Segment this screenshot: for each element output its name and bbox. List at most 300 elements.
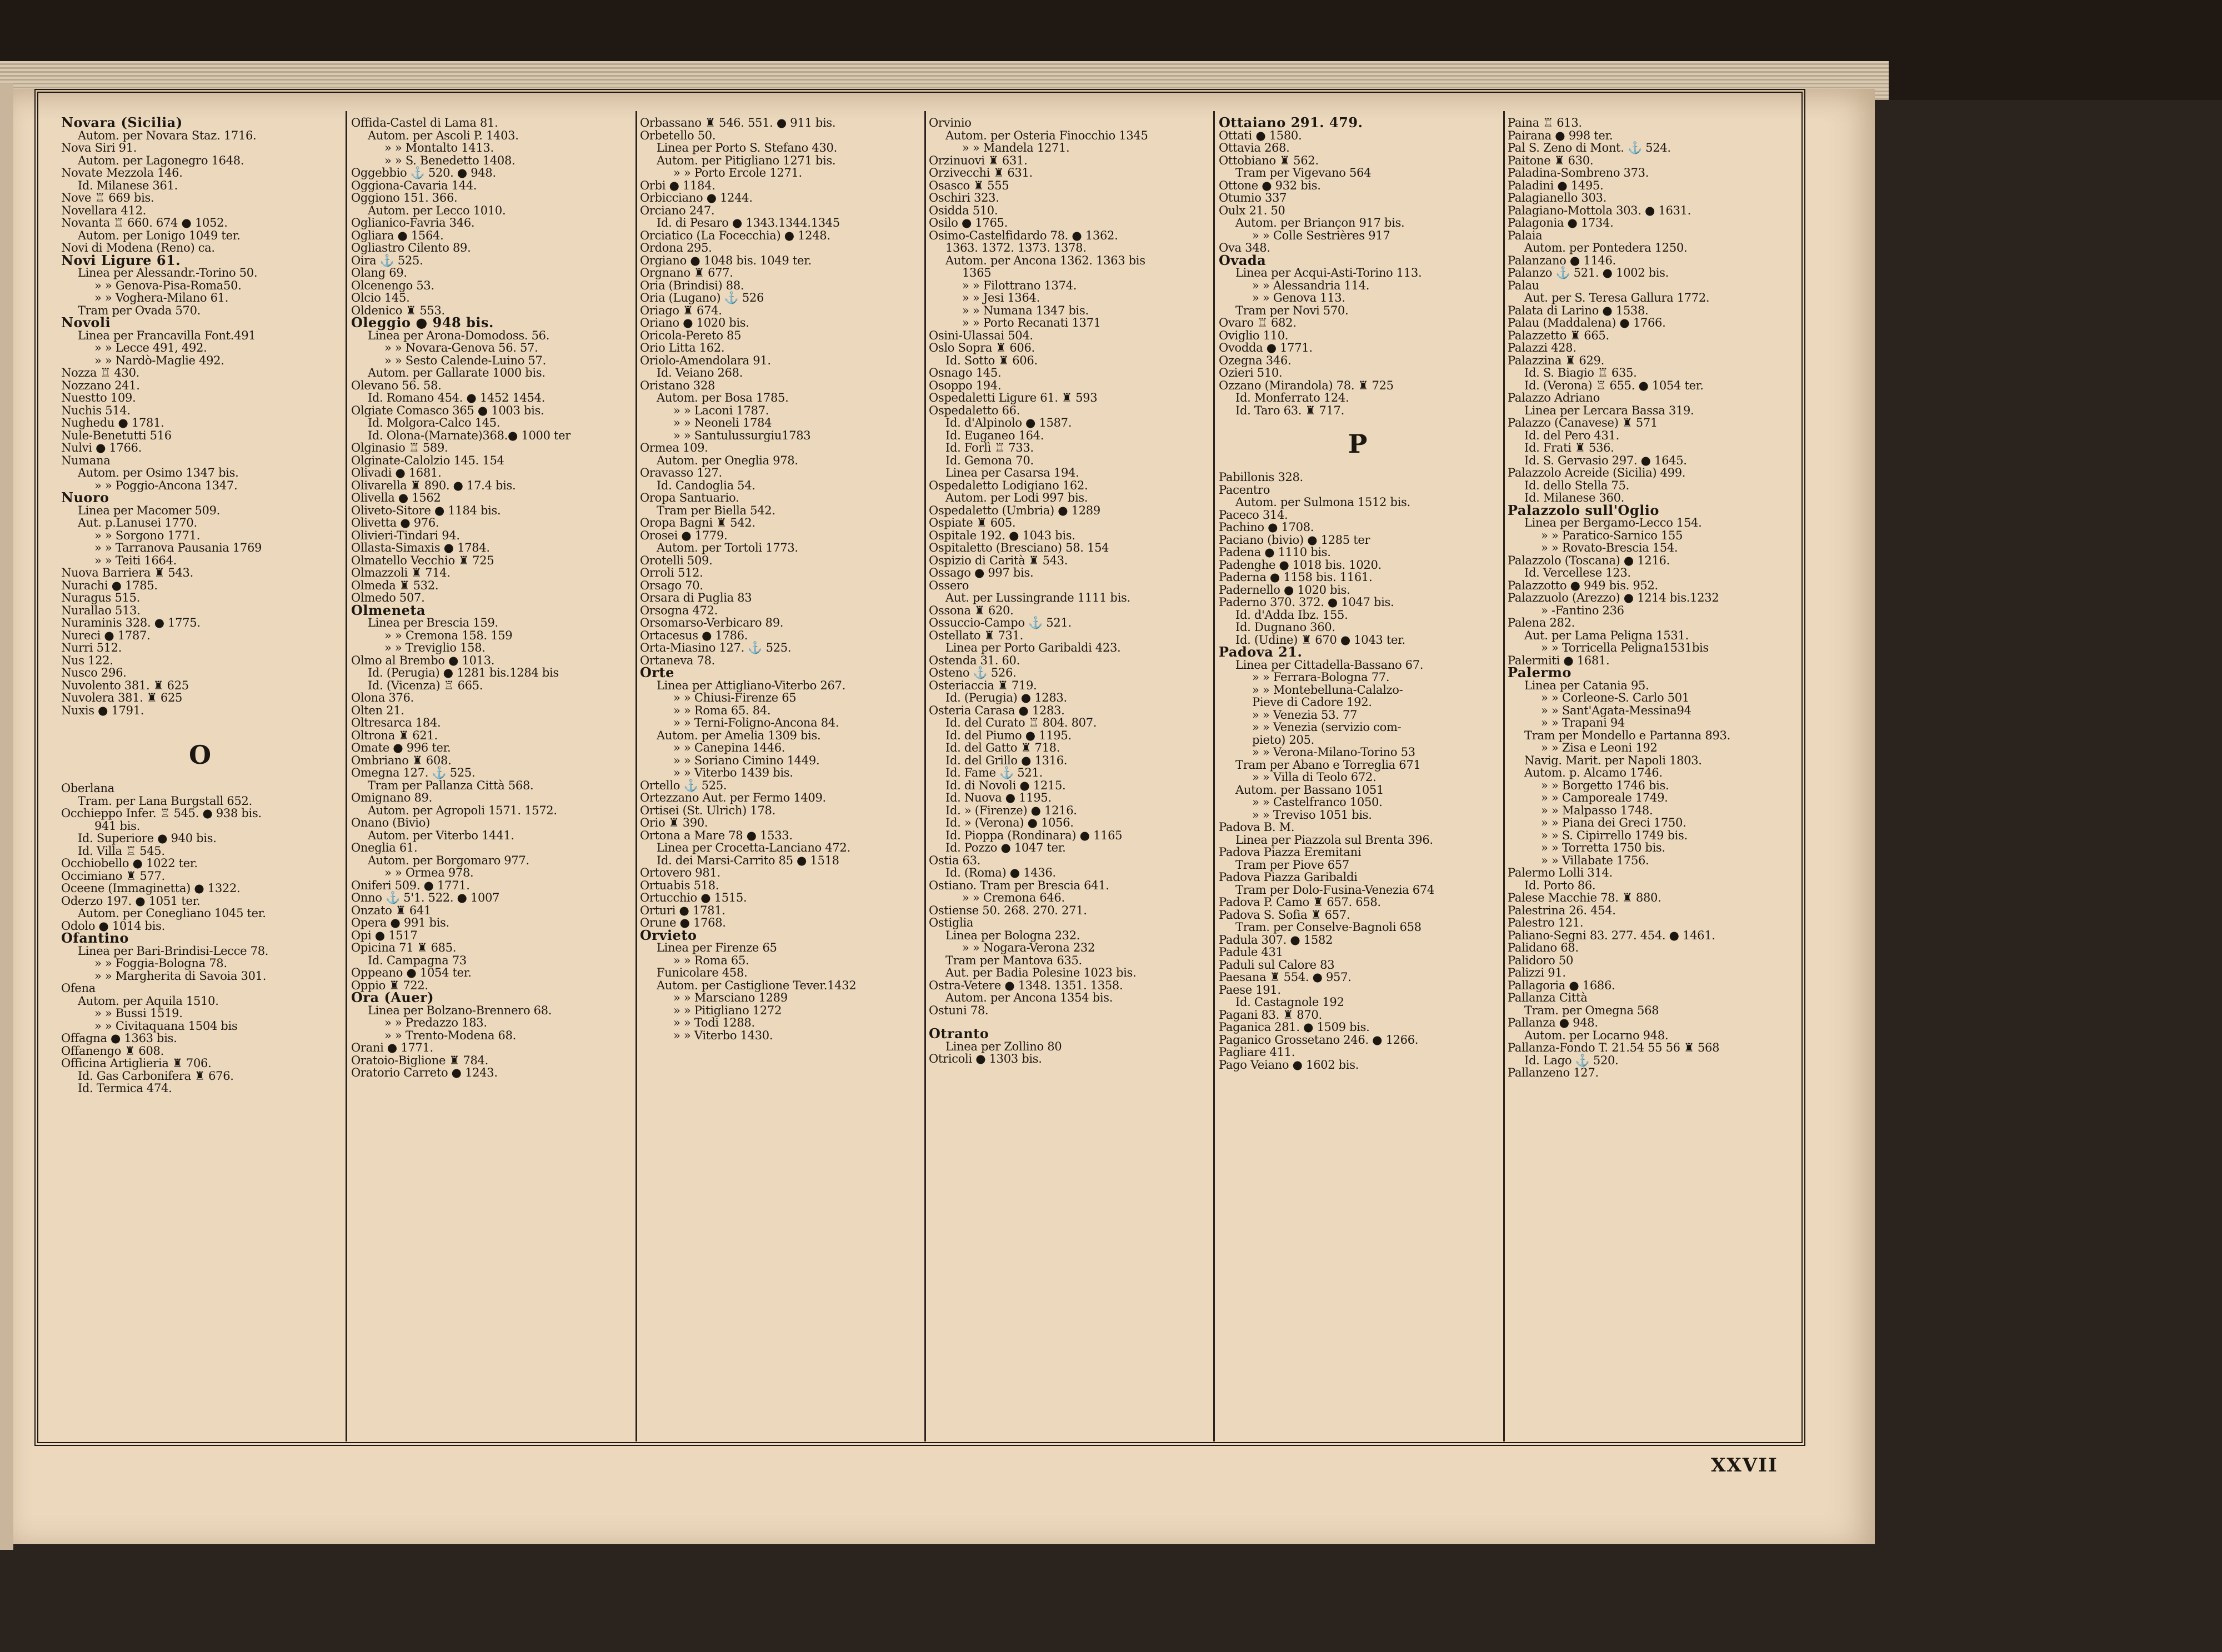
index-entry: Pabillonis 328. [1219,470,1303,484]
index-entry: Nuchis 514. [61,403,131,417]
index-entry: Nuxis ● 1791. [61,703,144,717]
index-entry: Id. Dugnano 360. [1235,620,1335,634]
index-entry: Oira ⚓ 525. [351,253,423,267]
index-entry: Palazzuolo (Arezzo) ● 1214 bis.1232 [1508,591,1719,604]
index-entry: Nughedu ● 1781. [61,416,164,429]
index-entry: Pallanza Città [1508,991,1588,1004]
index-entry: Odolo ● 1014 bis. [61,919,165,933]
index-entry: Olginate-Calolzio 145. 154 [351,453,504,467]
index-entry: Id. di Pesaro ● 1343.1344.1345 [657,216,840,229]
index-heading: Novoli [61,314,111,331]
index-entry: Oravasso 127. [640,466,722,479]
page-number: XXVII [1711,1454,1778,1476]
index-heading: Ora (Auer) [351,989,434,1005]
index-entry: Orsara di Puglia 83 [640,591,752,604]
index-entry: Ostuni 78. [929,1003,989,1017]
index-entry: Ospiate ♜ 605. [929,516,1016,529]
index-entry: » » Viterbo 1430. [673,1028,773,1042]
index-entry: Novanta ♖ 660. 674 ● 1052. [61,216,228,229]
index-entry: Oslo Sopra ♜ 606. [929,341,1035,354]
index-column-5 [1219,117,1497,1433]
index-entry: » » Venezia (servizio com- [1252,720,1402,734]
index-entry: Id. Termica 474. [78,1082,172,1095]
index-entry: Nove ♖ 669 bis. [61,191,154,204]
index-entry: Autom. per Lecco 1010. [368,203,506,217]
index-entry: Ospedaletto (Umbria) ● 1289 [929,503,1100,517]
index-entry: Palagiano-Mottola 303. ● 1631. [1508,203,1691,217]
index-entry: Oggiono 151. 366. [351,191,458,204]
index-entry: Novi di Modena (Reno) ca. [61,241,215,254]
index-entry: Ormea 109. [640,441,708,454]
index-entry: Id. Olona-(Marnate)368.● 1000 ter [368,428,571,442]
index-entry: Linea per Bari-Brindisi-Lecce 78. [78,944,269,958]
index-entry: Padula 307. ● 1582 [1219,933,1333,947]
index-entry: Officina Artiglieria ♜ 706. [61,1057,212,1070]
index-entry: Orsago 70. [640,578,703,592]
index-entry: Olona 376. [351,691,414,704]
index-entry: » » Verona-Milano-Torino 53 [1252,745,1415,759]
index-entry: Id. Pozzo ● 1047 ter. [945,841,1066,854]
index-entry: Autom. per Lonigo 1049 ter. [78,228,241,242]
index-entry: Palidoro 50 [1508,953,1574,967]
section-letter: P [1348,429,1368,459]
index-column-4 [929,117,1207,1433]
index-entry: Ostiano. Tram per Brescia 641. [929,878,1109,892]
index-entry: Oltrona ♜ 621. [351,728,438,742]
index-entry: Nule-Benetutti 516 [61,428,172,442]
index-entry: Pairana ● 998 ter. [1508,128,1613,142]
index-entry: » » Margherita di Savoia 301. [94,969,267,983]
index-entry: Olivella ● 1562 [351,491,441,504]
index-entry: Offagna ● 1363 bis. [61,1032,177,1045]
index-entry: Ostia 63. [929,853,981,867]
index-entry: Aut. per Badia Polesine 1023 bis. [945,966,1137,979]
index-entry: Ozegna 346. [1219,353,1292,367]
index-entry: Paese 191. [1219,983,1281,997]
index-entry: Ortezzano Aut. per Fermo 1409. [640,791,826,804]
index-entry: Paduli sul Calore 83 [1219,958,1335,972]
index-entry: Ossuccio-Campo ⚓ 521. [929,616,1072,629]
index-entry: Ottavia 268. [1219,141,1290,154]
index-entry: Linea per Attigliano-Viterbo 267. [657,678,845,692]
index-entry: Linea per Porto S. Stefano 430. [657,141,837,154]
index-entry: Id. del Grillo ● 1316. [945,753,1068,767]
index-entry: Autom. per Lodi 997 bis. [945,491,1088,504]
index-entry: Oriago ♜ 674. [640,303,722,317]
index-entry: » » Nardò-Maglie 492. [94,353,224,367]
index-entry: Olginasio ♖ 589. [351,441,448,454]
index-entry: Linea per Catania 95. [1524,678,1649,692]
index-entry: Navig. Marit. per Napoli 1803. [1524,753,1702,767]
index-entry: » » Roma 65. [673,953,749,967]
column-divider [1503,111,1505,1441]
index-entry: Autom. per Gallarate 1000 bis. [368,366,546,379]
index-entry: Linea per Piazzola sul Brenta 396. [1235,833,1433,847]
index-entry: Orvinio [929,117,972,129]
index-entry: Oderzo 197. ● 1051 ter. [61,894,201,908]
index-entry: » » Venezia 53. 77 [1252,708,1358,722]
index-entry: Id. (Vicenza) ♖ 665. [368,678,483,692]
index-entry: Id. del Curato ♖ 804. 807. [945,716,1097,729]
index-entry: Palazzotto ● 949 bis. 952. [1508,578,1658,592]
index-column-1 [61,117,339,1433]
index-entry: Id. (Verona) ♖ 655. ● 1054 ter. [1524,378,1704,392]
index-entry: Id. Vercellese 123. [1524,566,1631,579]
index-entry: Palazzi 428. [1508,341,1577,354]
index-entry: » » Montalto 1413. [384,141,494,154]
index-entry: Padena ● 1110 bis. [1219,545,1331,559]
index-entry: Palazzolo Acreide (Sicilia) 499. [1508,466,1686,479]
index-entry: Orturi ● 1781. [640,903,725,917]
index-entry: Ofena [61,982,96,995]
index-entry: Ova 348. [1219,241,1270,254]
index-entry: » » Villa di Teolo 672. [1252,770,1377,784]
index-entry: Id. del Piumo ● 1195. [945,728,1072,742]
index-entry: Ortaneva 78. [640,653,715,667]
index-entry: Linea per Brescia 159. [368,616,498,629]
index-entry: Olten 21. [351,703,404,717]
index-entry: » » Terni-Foligno-Ancona 84. [673,716,839,729]
index-entry: » » Treviso 1051 bis. [1252,808,1372,822]
index-entry: Palena 282. [1508,616,1575,629]
index-heading: Ottaiano 291. 479. [1219,117,1363,131]
index-entry: Id. Veiano 268. [657,366,743,379]
index-entry: Olmazzoli ♜ 714. [351,566,451,579]
index-entry: Linea per Arona-Domodoss. 56. [368,328,550,342]
index-entry: Linea per Crocetta-Lanciano 472. [657,841,850,854]
index-entry: Tram per Ovada 570. [78,303,201,317]
index-entry: Paladini ● 1495. [1508,178,1604,192]
index-entry: » » Genova-Pisa-Roma50. [94,278,242,292]
index-entry: Olmedo 507. [351,591,425,604]
index-entry: Ozieri 510. [1219,366,1283,379]
index-entry: Autom. per Ancona 1362. 1363 bis [945,253,1145,267]
index-entry: Osidda 510. [929,203,998,217]
index-entry: Otumio 337 [1219,191,1287,204]
index-heading: Olmeneta [351,602,426,618]
index-entry: Id. del Gatto ♜ 718. [945,741,1060,754]
index-entry: Palazzetto ♜ 665. [1508,328,1609,342]
index-entry: Linea per Acqui-Asti-Torino 113. [1235,266,1422,279]
index-entry: Olivadi ● 1681. [351,466,442,479]
index-entry: » » Borgetto 1746 bis. [1541,778,1669,792]
index-entry: Id. Monferrato 124. [1235,391,1349,404]
index-entry: Id. S. Gervasio 297. ● 1645. [1524,453,1687,467]
column-divider [346,111,347,1441]
index-entry: Linea per Casarsa 194. [945,466,1079,479]
index-entry: Olmo al Brembo ● 1013. [351,653,495,667]
index-entry: Opera ● 991 bis. [351,916,449,929]
index-entry: Nurri 512. [61,641,122,654]
index-entry: Ortuabis 518. [640,878,719,892]
index-entry: Autom. per Viterbo 1441. [368,828,514,842]
index-entry: Oristano 328 [640,378,715,392]
index-entry: Ortello ⚓ 525. [640,778,727,792]
index-entry: Offida-Castel di Lama 81. [351,117,498,129]
index-entry: Ostellato ♜ 731. [929,628,1024,642]
index-entry: » » Genova 113. [1252,291,1345,304]
index-entry: » » Numana 1347 bis. [962,303,1089,317]
index-entry: Id. Euganeo 164. [945,428,1044,442]
index-entry: Ostiense 50. 268. 270. 271. [929,903,1087,917]
index-entry: Ortona a Mare 78 ● 1533. [640,828,793,842]
column-divider [1213,111,1215,1441]
index-entry: Onno ⚓ 5'1. 522. ● 1007 [351,891,500,904]
index-entry: Olmeda ♜ 532. [351,578,439,592]
index-column-2 [351,117,629,1433]
index-heading: Padova 21. [1219,644,1303,660]
index-entry: Aut. per S. Teresa Gallura 1772. [1524,291,1710,304]
index-entry: Ossona ♜ 620. [929,603,1014,617]
index-entry: Id. Milanese 361. [78,178,178,192]
index-entry: » » Soriano Cimino 1449. [673,753,820,767]
index-entry: Pallanza-Fondo T. 21.54 55 56 ♜ 568 [1508,1041,1720,1054]
index-entry: Ogliara ● 1564. [351,228,444,242]
index-entry: » » Tarranova Pausania 1769 [94,541,262,554]
index-entry: » » Pitigliano 1272 [673,1003,782,1017]
index-entry: Ospedaletto Lodigiano 162. [929,478,1088,492]
index-column-3 [640,117,918,1433]
index-entry: Oropa Santuario. [640,491,739,504]
index-entry: Osteriaccia ♜ 719. [929,678,1037,692]
index-entry: Orani ● 1771. [351,1041,433,1054]
index-entry: » » Villabate 1756. [1541,853,1649,867]
column-divider [635,111,637,1441]
index-entry: Autom. per Borgomaro 977. [368,853,529,867]
index-entry: Autom. per Lagonegro 1648. [78,153,244,167]
index-entry: Olevano 56. 58. [351,378,442,392]
index-entry: Orciano 247. [640,203,715,217]
index-entry: Pagani 83. ♜ 870. [1219,1008,1322,1022]
index-heading: Orvieto [640,927,697,943]
index-entry: Padova Piazza Garibaldi [1219,870,1358,884]
index-entry: Pagliare 411. [1219,1045,1295,1059]
index-entry: Nozzano 241. [61,378,140,392]
index-entry: » » Chiusi-Firenze 65 [673,691,797,704]
index-entry: Nuragus 515. [61,591,141,604]
index-entry: » » Colle Sestrières 917 [1252,228,1390,242]
index-entry: Id. » (Firenze) ● 1216. [945,803,1077,817]
index-entry: Olang 69. [351,266,407,279]
index-entry: Oria (Brindisi) 88. [640,278,744,292]
index-entry: Tram per Piove 657 [1235,858,1349,872]
index-entry: Palaia [1508,228,1543,242]
index-entry: Funicolare 458. [657,966,748,979]
index-entry: Id. » (Verona) ● 1056. [945,816,1074,829]
index-entry: Osimo-Castelfidardo 78. ● 1362. [929,228,1118,242]
index-entry: Id. d'Alpinolo ● 1587. [945,416,1072,429]
index-entry: Occhiobello ● 1022 ter. [61,857,198,870]
index-entry: Palizzi 91. [1508,966,1566,979]
index-entry: » » Torricella Peligna1531bis [1541,641,1709,654]
index-entry: Linea per Macomer 509. [78,503,221,517]
index-entry: » » Nogara-Verona 232 [962,941,1095,954]
index-entry: Ovodda ● 1771. [1219,341,1313,354]
index-entry: Palazzo Adriano [1508,391,1600,404]
index-entry: » » Ormea 978. [384,866,474,879]
index-entry: 1365 [962,266,992,279]
index-entry: Id. Nuova ● 1195. [945,791,1052,804]
index-entry: » » Canepina 1446. [673,741,785,754]
index-entry: Autom. per Oneglia 978. [657,453,798,467]
index-entry: Id. (Perugia) ● 1283. [945,691,1067,704]
index-entry: Ombriano ♜ 608. [351,753,452,767]
index-entry: Tram per Abano e Torreglia 671 [1235,758,1421,772]
index-entry: Olivieri-Tindari 94. [351,528,460,542]
index-entry: Orbicciano ● 1244. [640,191,753,204]
index-entry: Autom. per Agropoli 1571. 1572. [368,803,557,817]
index-entry: Ottobiano ♜ 562. [1219,153,1319,167]
index-entry: » » Santulussurgiu1783 [673,428,811,442]
index-entry: Opicina 71 ♜ 685. [351,941,457,954]
index-entry: Id. di Novoli ● 1215. [945,778,1066,792]
index-entry: Palagonia ● 1734. [1508,216,1614,229]
index-entry: Aut. per Lussingrande 1111 bis. [945,591,1130,604]
index-entry: Autom. per Osteria Finocchio 1345 [945,128,1148,142]
index-entry: Ollasta-Simaxis ● 1784. [351,541,490,554]
index-entry: Oulx 21. 50 [1219,203,1285,217]
index-entry: » » Bussi 1519. [94,1007,183,1020]
index-entry: Aut. per Lama Peligna 1531. [1524,628,1689,642]
index-entry: Oneglia 61. [351,841,418,854]
index-entry: Oniferi 509. ● 1771. [351,878,470,892]
index-entry: Id. Frati ♜ 536. [1524,441,1614,454]
index-heading: Palermo [1508,664,1572,680]
column-divider [924,111,926,1441]
index-entry: Tram per Dolo-Fusina-Venezia 674 [1235,883,1434,897]
index-entry: » » Neoneli 1784 [673,416,772,429]
index-entry: Padova B. M. [1219,820,1295,834]
index-entry: Tram. per Conselve-Bagnoli 658 [1235,920,1422,934]
index-entry: Osasco ♜ 555 [929,178,1009,192]
index-entry: Ostiglia [929,916,974,929]
index-entry: Id. Molgora-Calco 145. [368,416,501,429]
index-entry: Tram per Vigevano 564 [1235,166,1372,179]
index-entry: Nusco 296. [61,666,127,679]
index-entry: Id. Campagna 73 [368,953,467,967]
index-entry: » » Corleone-S. Carlo 501 [1541,691,1689,704]
index-entry: Osteno ⚓ 526. [929,666,1017,679]
index-entry: Linea per Zollino 80 [945,1039,1062,1053]
index-entry: Osini-Ulassai 504. [929,328,1033,342]
index-entry: Id. (Perugia) ● 1281 bis.1284 bis [368,666,559,679]
index-entry: Linea per Bolzano-Brennero 68. [368,1003,552,1017]
index-entry: Oratorio Carreto ● 1243. [351,1066,498,1079]
index-entry: » » Piana dei Greci 1750. [1541,816,1686,829]
index-entry: Id. Forlì ♖ 733. [945,441,1034,454]
index-entry: Id. Fame ⚓ 521. [945,766,1043,779]
index-entry: » » Poggio-Ancona 1347. [94,478,238,492]
index-entry: Oviglio 110. [1219,328,1289,342]
index-entry: » » Cremona 646. [962,891,1065,904]
index-entry: Id. Pioppa (Rondinara) ● 1165 [945,828,1123,842]
index-heading: Ofantino [61,930,129,946]
index-entry: Paina ♖ 613. [1508,117,1582,129]
index-entry: Ottone ● 932 bis. [1219,178,1321,192]
index-entry: » » S. Cipirrello 1749 bis. [1541,828,1688,842]
index-entry: Ossero [929,578,969,592]
index-entry: Palestro 121. [1508,916,1584,929]
index-entry: Orbi ● 1184. [640,178,715,192]
index-entry: Pieve di Cadore 192. [1252,695,1372,709]
index-entry: Id. d'Adda Ibz. 155. [1235,608,1348,622]
index-entry: Palagianello 303. [1508,191,1607,204]
index-entry: Linea per Porto Garibaldi 423. [945,641,1121,654]
index-entry: Nuvolento 381. ♜ 625 [61,678,189,692]
index-entry: Autom. per Castiglione Tever.1432 [657,978,857,992]
index-entry: Autom. per Ancona 1354 bis. [945,991,1113,1004]
index-entry: Tram per Mondello e Partanna 893. [1524,728,1730,742]
index-entry: Nuraminis 328. ● 1775. [61,616,201,629]
index-entry: » » Todi 1288. [673,1016,755,1029]
index-entry: Linea per Francavilla Font.491 [78,328,256,342]
index-entry: Linea per Lercara Bassa 319. [1524,403,1694,417]
index-entry: Occhieppo Infer. ♖ 545. ● 938 bis. [61,807,262,820]
index-entry: Autom. per Osimo 1347 bis. [78,466,239,479]
index-entry: » » Jesi 1364. [962,291,1040,304]
index-entry: Palermo Lolli 314. [1508,866,1613,879]
index-entry: Numana [61,453,111,467]
index-entry: Tram per Pallanza Città 568. [368,778,534,792]
index-entry: Oricola-Pereto 85 [640,328,742,342]
index-entry: Pallagoria ● 1686. [1508,978,1615,992]
index-entry: » » Rovato-Brescia 154. [1541,541,1678,554]
index-entry: Ovaro ♖ 682. [1219,316,1297,329]
index-entry: » » Castelfranco 1050. [1252,795,1383,809]
index-entry: » » Paratico-Sarnico 155 [1541,528,1683,542]
index-entry: Osnago 145. [929,366,1002,379]
index-entry: » » Alessandria 114. [1252,278,1370,292]
index-entry: » » Sant'Agata-Messina94 [1541,703,1691,717]
index-entry: Padova Piazza Eremitani [1219,845,1362,859]
index-entry: Linea per Firenze 65 [657,941,777,954]
index-entry: Linea per Bergamo-Lecco 154. [1524,516,1702,529]
index-entry: Olmatello Vecchio ♜ 725 [351,553,494,567]
index-entry: Paliano-Segni 83. 277. 454. ● 1461. [1508,928,1715,942]
index-entry: Osilo ● 1765. [929,216,1008,229]
index-entry: Osteria Carasa ● 1283. [929,703,1065,717]
index-entry: Autom. p. Alcamo 1746. [1524,766,1663,779]
index-entry: » » Trapani 94 [1541,716,1625,729]
index-entry: » » Trento-Modena 68. [384,1028,517,1042]
index-entry: Paganico Grossetano 246. ● 1266. [1219,1033,1419,1047]
index-entry: » » Voghera-Milano 61. [94,291,229,304]
index-entry: Ottati ● 1580. [1219,128,1302,142]
index-heading: Oleggio ● 948 bis. [351,314,494,331]
index-entry: Nurallao 513. [61,603,141,617]
index-entry: Palau (Maddalena) ● 1766. [1508,316,1666,329]
index-entry: Nuestto 109. [61,391,136,404]
index-entry: » » Sesto Calende-Luino 57. [384,353,546,367]
index-entry: Paderna ● 1158 bis. 1161. [1219,570,1373,584]
index-entry: » » Treviglio 158. [384,641,486,654]
index-entry: 1363. 1372. 1373. 1378. [945,241,1087,254]
index-entry: » » Mandela 1271. [962,141,1070,154]
index-entry: Oppio ♜ 722. [351,978,428,992]
index-heading: Ovada [1219,252,1267,268]
index-entry: Nureci ● 1787. [61,628,151,642]
index-entry: Id. dei Marsi-Carrito 85 ● 1518 [657,853,839,867]
index-entry: Ospitaletto (Bresciano) 58. 154 [929,541,1109,554]
index-entry: Orosei ● 1779. [640,528,728,542]
index-entry: Olgiate Comasco 365 ● 1003 bis. [351,403,544,417]
index-entry: Linea per Bologna 232. [945,928,1080,942]
index-entry: » » Marsciano 1289 [673,991,788,1004]
index-entry: Id. S. Biagio ♖ 635. [1524,366,1637,379]
index-entry: Novate Mezzola 146. [61,166,183,179]
index-entry: Omegna 127. ⚓ 525. [351,766,476,779]
index-heading: Palazzolo sull'Oglio [1508,502,1659,518]
